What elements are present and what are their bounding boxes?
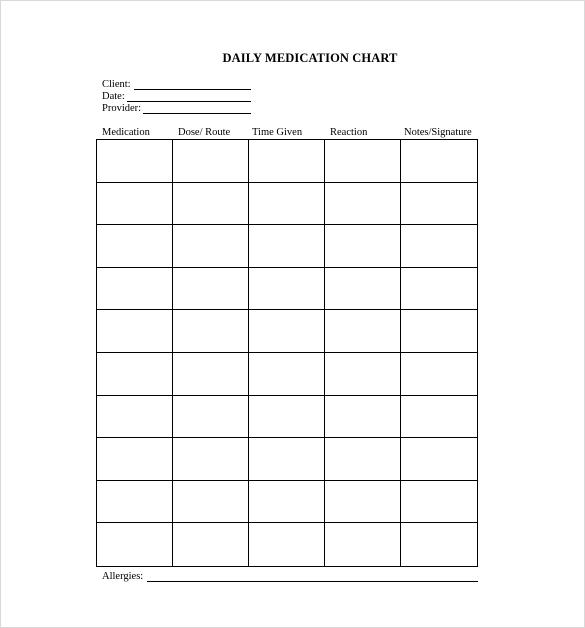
table-cell[interactable]: [401, 268, 477, 311]
provider-label: Provider:: [102, 103, 142, 114]
table-cell[interactable]: [325, 353, 401, 396]
table-cell[interactable]: [97, 310, 173, 353]
medication-table: [96, 139, 478, 567]
date-input-line[interactable]: [127, 101, 251, 102]
table-cell[interactable]: [173, 225, 249, 268]
column-header-medication: Medication: [102, 127, 150, 138]
table-cell[interactable]: [97, 353, 173, 396]
table-cell[interactable]: [173, 183, 249, 226]
table-cell[interactable]: [97, 140, 173, 183]
table-cell[interactable]: [173, 140, 249, 183]
column-header-notes-signature: Notes/Signature: [404, 127, 472, 138]
table-cell[interactable]: [401, 438, 477, 481]
allergies-input-line[interactable]: [147, 581, 478, 582]
table-cell[interactable]: [401, 481, 477, 524]
table-cell[interactable]: [401, 310, 477, 353]
table-cell[interactable]: [173, 396, 249, 439]
table-cell[interactable]: [249, 183, 325, 226]
table-cell[interactable]: [173, 310, 249, 353]
date-label: Date:: [102, 91, 125, 102]
table-cell[interactable]: [249, 140, 325, 183]
table-header-row: [0, 127, 585, 139]
column-header-reaction: Reaction: [330, 127, 368, 138]
provider-input-line[interactable]: [143, 113, 251, 114]
allergies-field: [102, 570, 143, 583]
table-cell[interactable]: [249, 438, 325, 481]
table-cell[interactable]: [97, 183, 173, 226]
chart-title: DAILY MEDICATION CHART: [222, 51, 398, 65]
table-cell[interactable]: [249, 225, 325, 268]
table-cell[interactable]: [249, 396, 325, 439]
table-cell[interactable]: [173, 523, 249, 566]
table-cell[interactable]: [401, 183, 477, 226]
table-cell[interactable]: [325, 225, 401, 268]
client-label: Client:: [102, 79, 131, 90]
table-cell[interactable]: [249, 523, 325, 566]
table-cell[interactable]: [97, 481, 173, 524]
table-cell[interactable]: [401, 140, 477, 183]
client-input-line[interactable]: [134, 89, 251, 90]
table-cell[interactable]: [325, 310, 401, 353]
table-cell[interactable]: [97, 225, 173, 268]
table-cell[interactable]: [401, 523, 477, 566]
table-cell[interactable]: [249, 481, 325, 524]
table-cell[interactable]: [401, 396, 477, 439]
column-header-dose-route: Dose/ Route: [178, 127, 231, 138]
table-cell[interactable]: [325, 396, 401, 439]
table-cell[interactable]: [173, 438, 249, 481]
table-cell[interactable]: [325, 183, 401, 226]
table-cell[interactable]: [97, 523, 173, 566]
table-cell[interactable]: [173, 481, 249, 524]
table-cell[interactable]: [325, 268, 401, 311]
table-cell[interactable]: [325, 438, 401, 481]
table-cell[interactable]: [173, 353, 249, 396]
column-header-time-given: Time Given: [252, 127, 303, 138]
table-cell[interactable]: [325, 523, 401, 566]
table-cell[interactable]: [249, 268, 325, 311]
table-cell[interactable]: [325, 481, 401, 524]
table-cell[interactable]: [249, 353, 325, 396]
allergies-label: Allergies:: [102, 571, 144, 582]
table-cell[interactable]: [97, 438, 173, 481]
table-cell[interactable]: [325, 140, 401, 183]
table-cell[interactable]: [97, 396, 173, 439]
table-cell[interactable]: [401, 225, 477, 268]
provider-field: [102, 102, 141, 115]
table-cell[interactable]: [249, 310, 325, 353]
table-cell[interactable]: [401, 353, 477, 396]
table-cell[interactable]: [97, 268, 173, 311]
table-cell[interactable]: [173, 268, 249, 311]
